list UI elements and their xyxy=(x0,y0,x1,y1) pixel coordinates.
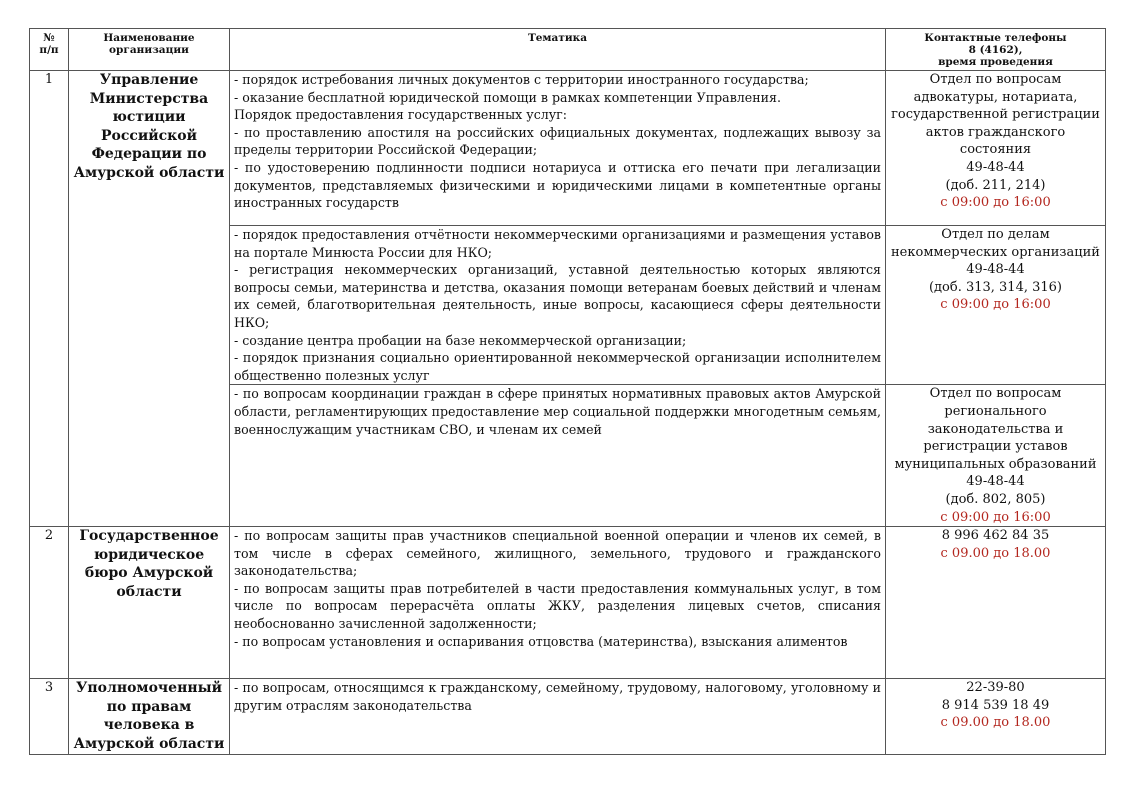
topic-cell xyxy=(230,226,886,385)
phone-number: 49-48-44 xyxy=(966,474,1025,490)
organization-name: Государственное юридическое бюро Амурской области xyxy=(69,527,230,679)
phone-number: 49-48-44 xyxy=(966,262,1025,278)
phone-number: 8 996 462 84 35 xyxy=(941,528,1050,544)
phone-extension: (доб. 313, 314, 316) xyxy=(928,279,1063,295)
topic-line: - оказание бесплатной юридической помощи в рамках компетенции Управления. xyxy=(234,89,781,105)
topic-line: - по вопросам установления и оспаривания отцовства (материнства), взыскания алиментов xyxy=(234,633,848,649)
contact-cell xyxy=(886,527,1106,679)
topic-line: - по вопросам защиты прав участников специальной военной операции и членов их семей, в том числе в сферах семейного, жилищного, земельного, трудового и гражданского законодательства; xyxy=(234,528,881,579)
topic-cell xyxy=(230,527,886,679)
topic-line: - по удостоверению подлинности подписи нотариуса и оттиска его печати при легализации документов, представляемых физическими и юридическими лицами в компетентные органы иностранных государств xyxy=(234,159,881,211)
working-hours: с 09:00 до 16:00 xyxy=(940,297,1051,313)
department-name: Отдел по вопросам адвокатуры, нотариата, государственной регистрации актов гражданского состояния xyxy=(891,72,1100,158)
phone-number: 22-39-80 xyxy=(966,680,1025,696)
header-topic: Тематика xyxy=(230,29,886,71)
topic-line: - по вопросам защиты прав потребителей в части предоставления коммунальных услуг, в том числе по вопросам перерасчёта оплаты ЖКУ, разделения лицевых счетов, списания необоснованно зачисленной задолженности; xyxy=(234,580,881,632)
contact-cell xyxy=(886,385,1106,527)
working-hours: с 09.00 до 18.00 xyxy=(940,715,1051,731)
row-number: 1 xyxy=(30,71,69,527)
table-row xyxy=(30,527,1106,679)
contact-cell xyxy=(886,679,1106,755)
phone-extension: (доб. 802, 805) xyxy=(945,491,1046,507)
department-name: Отдел по делам некоммерческих организаций xyxy=(891,227,1100,260)
phone-extension: (доб. 211, 214) xyxy=(945,177,1046,193)
organization-name: Управление Министерства юстиции Российской Федерации по Амурской области xyxy=(69,71,230,527)
row-number: 3 xyxy=(30,679,69,755)
table-header-row xyxy=(30,29,1106,71)
contact-cell xyxy=(886,71,1106,226)
header-num: № п/п xyxy=(30,29,69,71)
topic-cell xyxy=(230,679,886,755)
working-hours: с 09.00 до 18.00 xyxy=(940,545,1051,561)
header-contact: Контактные телефоны 8 (4162), время проведения xyxy=(886,29,1106,71)
working-hours: с 09:00 до 16:00 xyxy=(940,195,1051,211)
topic-line: - по вопросам координации граждан в сфере принятых нормативных правовых актов Амурской области, регламентирующих предоставление мер социальной поддержки многодетным семьям, военнослужащим участникам СВО, и членам их семей xyxy=(234,386,881,437)
topic-line: - порядок признания социально ориентированной некоммерческой организации исполнителем общественно полезных услуг xyxy=(234,350,881,383)
topic-cell xyxy=(230,71,886,226)
department-name: Отдел по вопросам регионального законодательства и регистрации уставов муниципальных образований xyxy=(894,386,1097,472)
contact-cell xyxy=(886,226,1106,385)
organization-name: Уполномоченный по правам человека в Амурской области xyxy=(69,679,230,755)
phone-number: 49-48-44 xyxy=(966,159,1025,175)
header-org: Наименование организации xyxy=(69,29,230,71)
topic-cell xyxy=(230,385,886,527)
topic-line: Порядок предоставления государственных услуг: xyxy=(234,107,567,123)
topic-line: - по вопросам, относящимся к гражданскому, семейному, трудовому, налоговому, уголовному и другим отраслям законодательства xyxy=(234,680,881,713)
table-row xyxy=(30,679,1106,755)
contacts-table xyxy=(29,28,1106,755)
topic-line: - регистрация некоммерческих организаций, уставной деятельностью которых являются вопросы семьи, материнства и детства, оказания помощи ветеранам боевых действий и членам их семей, благотворительная деятельность, иные вопросы, касающиеся сферы деятельности НКО; xyxy=(234,262,881,330)
topic-line: - создание центра пробации на базе некоммерческой организации; xyxy=(234,332,687,348)
topic-line: - порядок истребования личных документов с территории иностранного государства; xyxy=(234,72,809,87)
table-row xyxy=(30,71,1106,226)
topic-line: - порядок предоставления отчётности некоммерческими организациями и размещения уставов на портале Минюста России для НКО; xyxy=(234,227,881,260)
working-hours: с 09:00 до 16:00 xyxy=(940,509,1051,525)
phone-number: 8 914 539 18 49 xyxy=(941,697,1050,713)
topic-line: - по проставлению апостиля на российских официальных документах, подлежащих вывозу за пределы территории Российской Федерации; xyxy=(234,124,881,158)
row-number: 2 xyxy=(30,527,69,679)
